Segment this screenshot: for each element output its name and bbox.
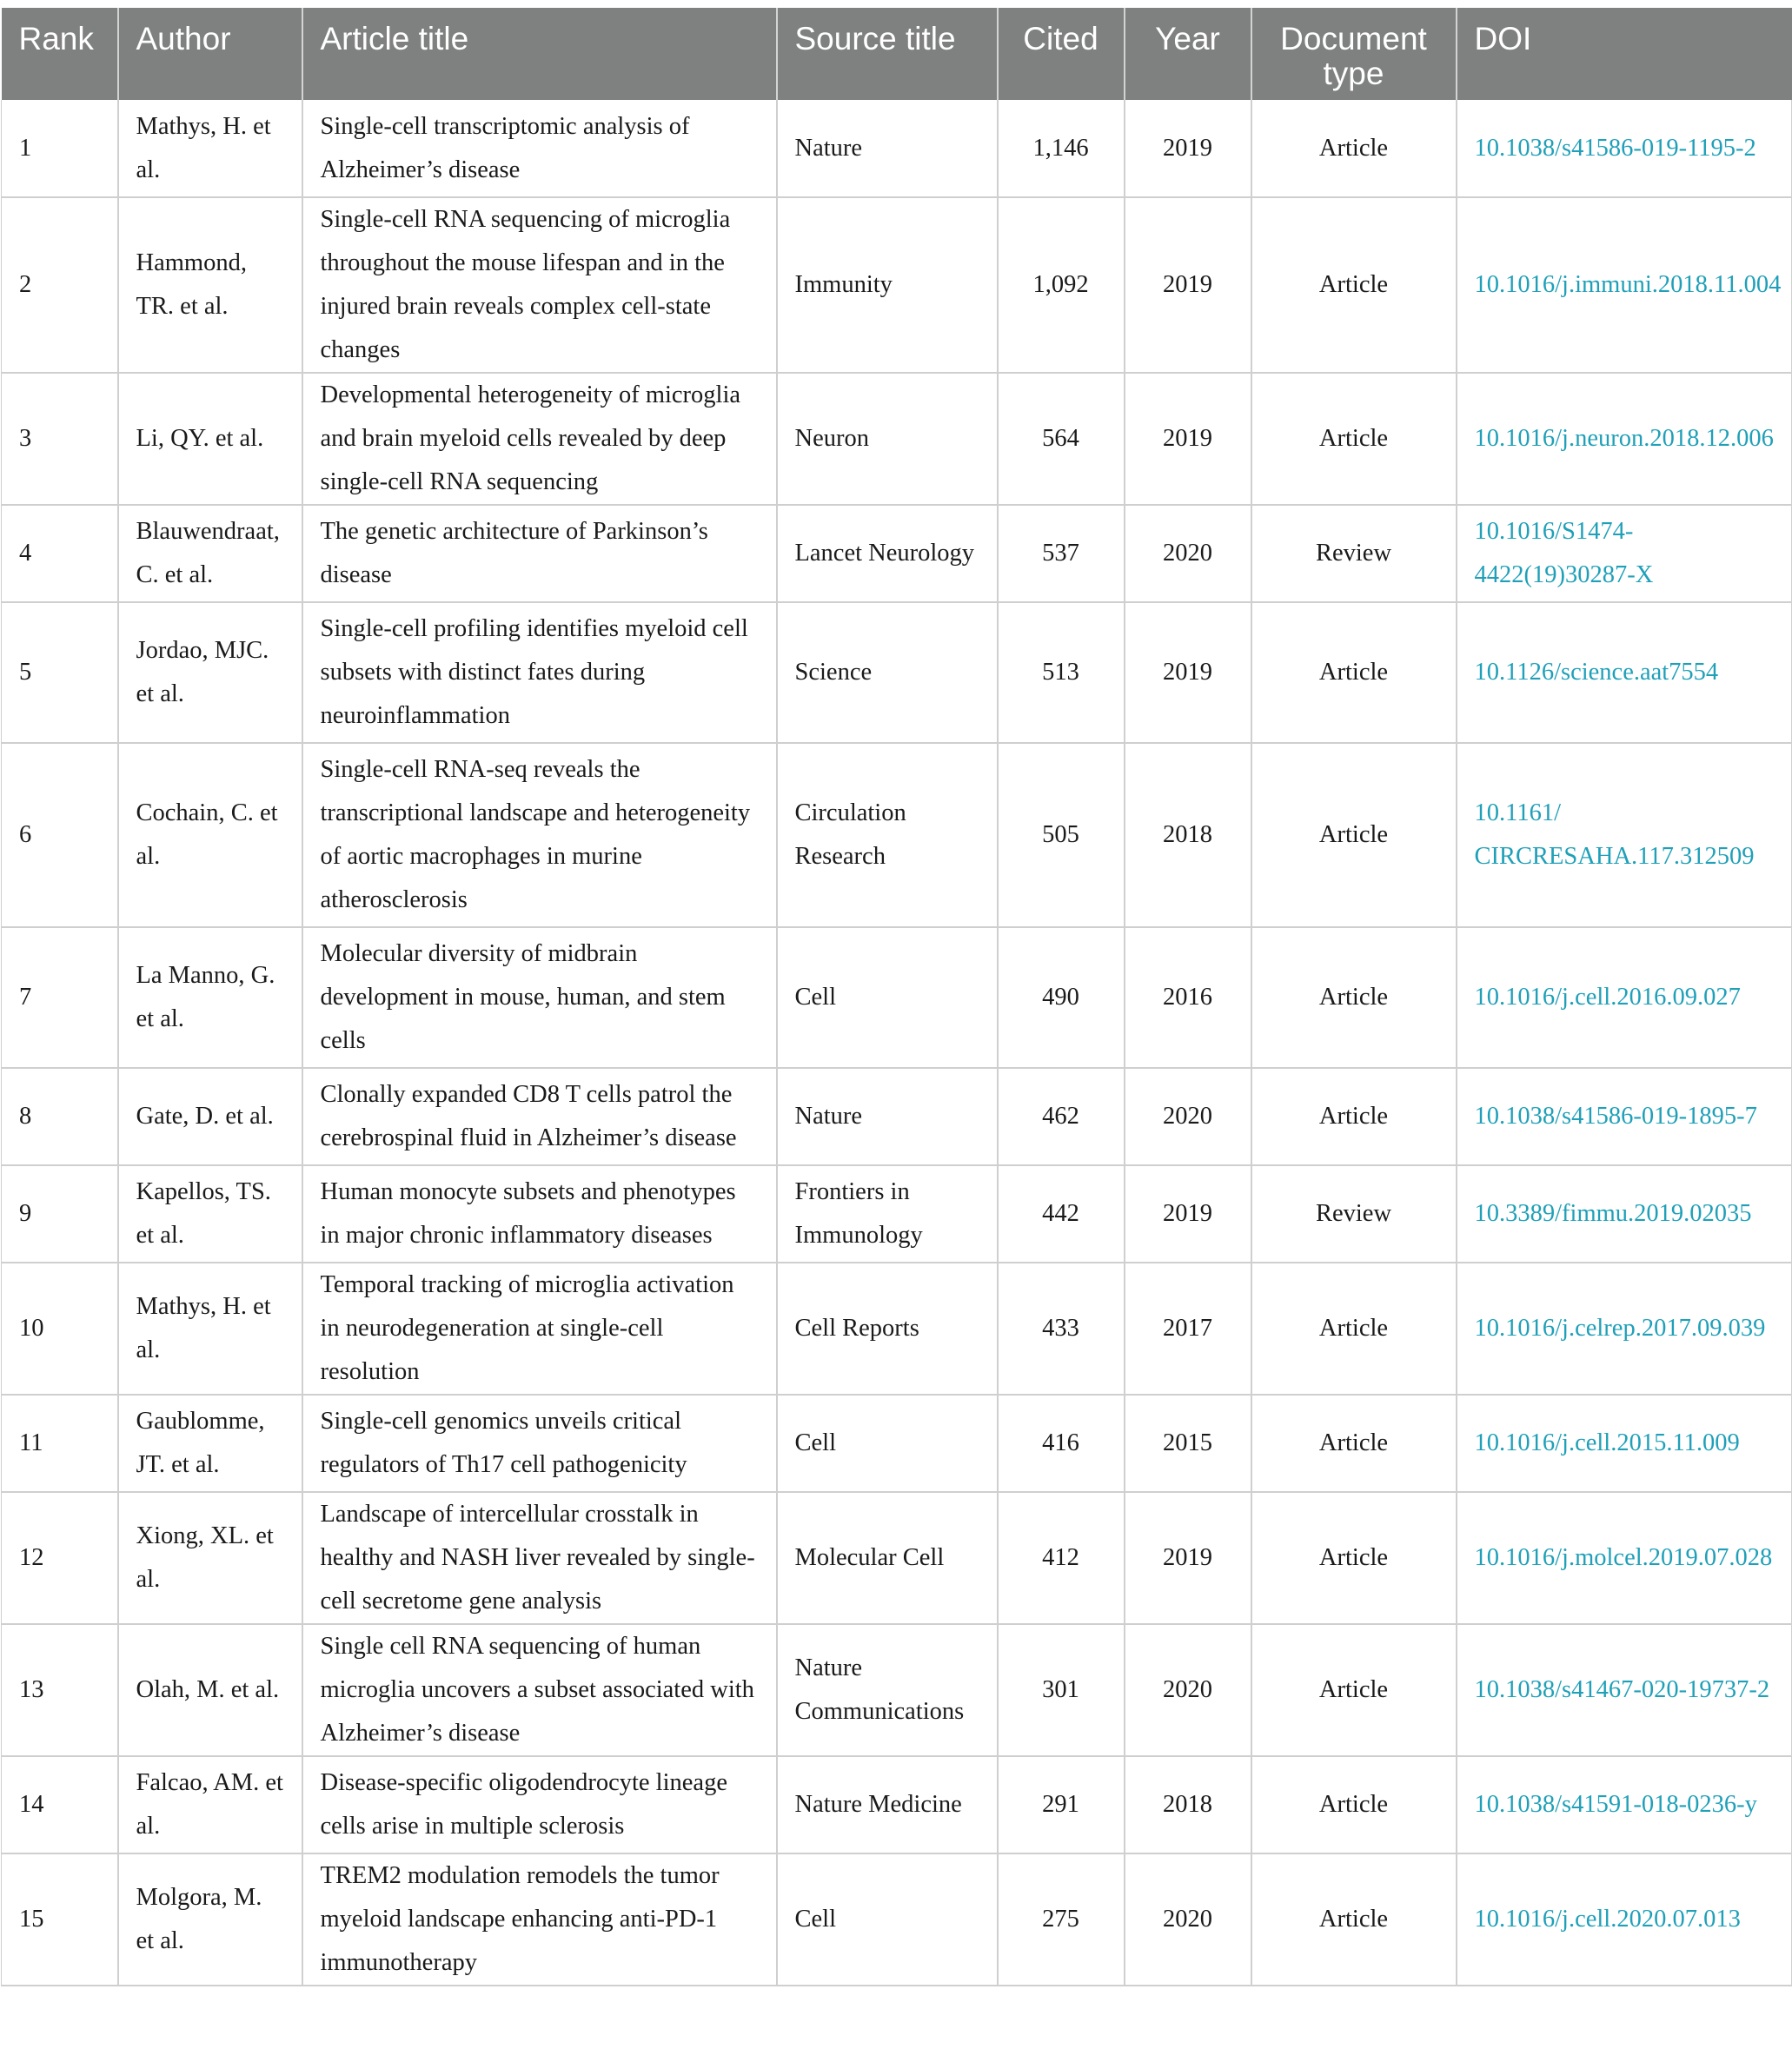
table-row <box>2 1492 1792 1624</box>
article-title-cell: Human monocyte subsets and phenotypes in major chronic inflammatory diseases <box>302 1165 777 1263</box>
doi-link[interactable]: 10.1016/S1474-4422(19)30287-X <box>1457 505 1792 602</box>
rank-cell: 8 <box>2 1068 118 1165</box>
header-document-type: Document type <box>1251 8 1457 100</box>
document-type-cell: Article <box>1251 602 1457 743</box>
source-title-cell: Science <box>777 602 998 743</box>
cited-cell: 412 <box>998 1492 1125 1624</box>
document-type-cell: Review <box>1251 1165 1457 1263</box>
doi-link[interactable]: 10.1016/j.immuni.2018.11.004 <box>1457 197 1792 373</box>
article-title-cell: Single-cell profiling identifies myeloid cell subsets with distinct fates during neuroinflammation <box>302 602 777 743</box>
document-type-cell: Article <box>1251 1395 1457 1492</box>
author-cell: Mathys, H. et al. <box>118 100 302 197</box>
table-row <box>2 1624 1792 1756</box>
author-cell: Olah, M. et al. <box>118 1624 302 1756</box>
author-cell: Falcao, AM. et al. <box>118 1756 302 1853</box>
author-cell: Hammond, TR. et al. <box>118 197 302 373</box>
source-title-cell: Cell <box>777 1853 998 1986</box>
table-row <box>2 100 1792 197</box>
doi-link[interactable]: 10.1038/s41586-019-1895-7 <box>1457 1068 1792 1165</box>
year-cell: 2018 <box>1125 743 1251 927</box>
document-type-cell: Article <box>1251 1624 1457 1756</box>
cited-cell: 275 <box>998 1853 1125 1986</box>
article-title-cell: Developmental heterogeneity of microglia and brain myeloid cells revealed by deep single-cell RNA sequencing <box>302 373 777 505</box>
cited-cell: 513 <box>998 602 1125 743</box>
author-cell: Gate, D. et al. <box>118 1068 302 1165</box>
table-row <box>2 1395 1792 1492</box>
cited-cell: 442 <box>998 1165 1125 1263</box>
source-title-cell: Nature <box>777 1068 998 1165</box>
rank-cell: 9 <box>2 1165 118 1263</box>
cited-cell: 505 <box>998 743 1125 927</box>
table-row <box>2 505 1792 602</box>
author-cell: Molgora, M. et al. <box>118 1853 302 1986</box>
doi-link[interactable]: 10.1038/s41467-020-19737-2 <box>1457 1624 1792 1756</box>
citations-table <box>1 8 1792 1986</box>
author-cell: Mathys, H. et al. <box>118 1263 302 1395</box>
document-type-cell: Article <box>1251 1068 1457 1165</box>
doi-link[interactable]: 10.1016/j.cell.2016.09.027 <box>1457 927 1792 1068</box>
year-cell: 2015 <box>1125 1395 1251 1492</box>
rank-cell: 6 <box>2 743 118 927</box>
table-row <box>2 1165 1792 1263</box>
source-title-cell: Cell <box>777 1395 998 1492</box>
doi-link[interactable]: 10.1016/j.molcel.2019.07.028 <box>1457 1492 1792 1624</box>
article-title-cell: Single-cell RNA-seq reveals the transcriptional landscape and heterogeneity of aortic macrophages in murine atherosclerosis <box>302 743 777 927</box>
year-cell: 2019 <box>1125 197 1251 373</box>
source-title-cell: Nature <box>777 100 998 197</box>
year-cell: 2019 <box>1125 1165 1251 1263</box>
source-title-cell: Immunity <box>777 197 998 373</box>
rank-cell: 11 <box>2 1395 118 1492</box>
header-cited: Cited <box>998 8 1125 100</box>
header-source-title: Source title <box>777 8 998 100</box>
table-row <box>2 197 1792 373</box>
table-row <box>2 927 1792 1068</box>
year-cell: 2019 <box>1125 1492 1251 1624</box>
author-cell: Blauwendraat, C. et al. <box>118 505 302 602</box>
year-cell: 2018 <box>1125 1756 1251 1853</box>
table-row <box>2 1263 1792 1395</box>
article-title-cell: Single-cell genomics unveils critical regulators of Th17 cell pathogenicity <box>302 1395 777 1492</box>
document-type-cell: Article <box>1251 373 1457 505</box>
table-row <box>2 743 1792 927</box>
author-cell: Kapellos, TS. et al. <box>118 1165 302 1263</box>
doi-link[interactable]: 10.1126/science.aat7554 <box>1457 602 1792 743</box>
cited-cell: 564 <box>998 373 1125 505</box>
document-type-cell: Review <box>1251 505 1457 602</box>
doi-link[interactable]: 10.1016/j.celrep.2017.09.039 <box>1457 1263 1792 1395</box>
year-cell: 2017 <box>1125 1263 1251 1395</box>
article-title-cell: TREM2 modulation remodels the tumor myeloid landscape enhancing anti-PD-1 immunotherapy <box>302 1853 777 1986</box>
document-type-cell: Article <box>1251 197 1457 373</box>
rank-cell: 13 <box>2 1624 118 1756</box>
doi-link[interactable]: 10.1038/s41591-018-0236-y <box>1457 1756 1792 1853</box>
article-title-cell: Single-cell RNA sequencing of microglia throughout the mouse lifespan and in the injured brain reveals complex cell-state changes <box>302 197 777 373</box>
year-cell: 2016 <box>1125 927 1251 1068</box>
cited-cell: 291 <box>998 1756 1125 1853</box>
header-author: Author <box>118 8 302 100</box>
table-row <box>2 373 1792 505</box>
rank-cell: 15 <box>2 1853 118 1986</box>
source-title-cell: Lancet Neurology <box>777 505 998 602</box>
rank-cell: 1 <box>2 100 118 197</box>
article-title-cell: The genetic architecture of Parkinson’s disease <box>302 505 777 602</box>
table-row <box>2 602 1792 743</box>
author-cell: Li, QY. et al. <box>118 373 302 505</box>
article-title-cell: Single-cell transcriptomic analysis of Alzheimer’s disease <box>302 100 777 197</box>
cited-cell: 1,092 <box>998 197 1125 373</box>
rank-cell: 7 <box>2 927 118 1068</box>
rank-cell: 12 <box>2 1492 118 1624</box>
table-row <box>2 1756 1792 1853</box>
year-cell: 2020 <box>1125 1068 1251 1165</box>
doi-link[interactable]: 10.1161/ CIRCRESAHA.117.312509 <box>1457 743 1792 927</box>
header-row <box>2 8 1792 100</box>
author-cell: Gaublomme, JT. et al. <box>118 1395 302 1492</box>
year-cell: 2020 <box>1125 1853 1251 1986</box>
document-type-cell: Article <box>1251 1492 1457 1624</box>
year-cell: 2019 <box>1125 602 1251 743</box>
source-title-cell: Cell Reports <box>777 1263 998 1395</box>
author-cell: Cochain, C. et al. <box>118 743 302 927</box>
source-title-cell: Molecular Cell <box>777 1492 998 1624</box>
author-cell: Xiong, XL. et al. <box>118 1492 302 1624</box>
rank-cell: 5 <box>2 602 118 743</box>
source-title-cell: Nature Communications <box>777 1624 998 1756</box>
cited-cell: 462 <box>998 1068 1125 1165</box>
article-title-cell: Temporal tracking of microglia activation in neurodegeneration at single-cell resolution <box>302 1263 777 1395</box>
doi-link[interactable]: 10.3389/fimmu.2019.02035 <box>1457 1165 1792 1263</box>
doi-link[interactable]: 10.1016/j.neuron.2018.12.006 <box>1457 373 1792 505</box>
source-title-cell: Cell <box>777 927 998 1068</box>
document-type-cell: Article <box>1251 1853 1457 1986</box>
cited-cell: 416 <box>998 1395 1125 1492</box>
rank-cell: 10 <box>2 1263 118 1395</box>
cited-cell: 537 <box>998 505 1125 602</box>
year-cell: 2019 <box>1125 100 1251 197</box>
doi-link[interactable]: 10.1038/s41586-019-1195-2 <box>1457 100 1792 197</box>
doi-link[interactable]: 10.1016/j.cell.2015.11.009 <box>1457 1395 1792 1492</box>
rank-cell: 4 <box>2 505 118 602</box>
cited-cell: 490 <box>998 927 1125 1068</box>
author-cell: La Manno, G. et al. <box>118 927 302 1068</box>
article-title-cell: Clonally expanded CD8 T cells patrol the cerebrospinal fluid in Alzheimer’s disease <box>302 1068 777 1165</box>
rank-cell: 2 <box>2 197 118 373</box>
document-type-cell: Article <box>1251 1756 1457 1853</box>
year-cell: 2020 <box>1125 1624 1251 1756</box>
doi-link[interactable]: 10.1016/j.cell.2020.07.013 <box>1457 1853 1792 1986</box>
author-cell: Jordao, MJC. et al. <box>118 602 302 743</box>
cited-cell: 433 <box>998 1263 1125 1395</box>
header-year: Year <box>1125 8 1251 100</box>
header-rank: Rank <box>2 8 118 100</box>
header-doi: DOI <box>1457 8 1792 100</box>
cited-cell: 301 <box>998 1624 1125 1756</box>
header-article-title: Article title <box>302 8 777 100</box>
document-type-cell: Article <box>1251 1263 1457 1395</box>
article-title-cell: Single cell RNA sequencing of human microglia uncovers a subset associated with Alzheimer’s disease <box>302 1624 777 1756</box>
cited-cell: 1,146 <box>998 100 1125 197</box>
source-title-cell: Circulation Research <box>777 743 998 927</box>
table-row <box>2 1853 1792 1986</box>
table-row <box>2 1068 1792 1165</box>
document-type-cell: Article <box>1251 743 1457 927</box>
article-title-cell: Landscape of intercellular crosstalk in healthy and NASH liver revealed by single-cell secretome gene analysis <box>302 1492 777 1624</box>
year-cell: 2019 <box>1125 373 1251 505</box>
document-type-cell: Article <box>1251 927 1457 1068</box>
source-title-cell: Neuron <box>777 373 998 505</box>
rank-cell: 3 <box>2 373 118 505</box>
rank-cell: 14 <box>2 1756 118 1853</box>
article-title-cell: Disease-specific oligodendrocyte lineage cells arise in multiple sclerosis <box>302 1756 777 1853</box>
article-title-cell: Molecular diversity of midbrain development in mouse, human, and stem cells <box>302 927 777 1068</box>
source-title-cell: Nature Medicine <box>777 1756 998 1853</box>
source-title-cell: Frontiers in Immunology <box>777 1165 998 1263</box>
year-cell: 2020 <box>1125 505 1251 602</box>
document-type-cell: Article <box>1251 100 1457 197</box>
